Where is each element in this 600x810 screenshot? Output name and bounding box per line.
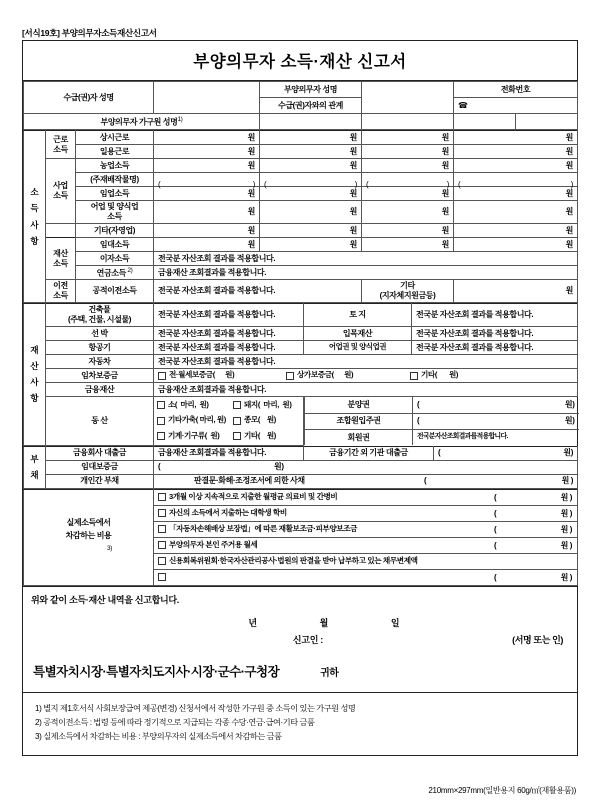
income-value-4[interactable]: 원 (454, 187, 578, 201)
income-value-4[interactable]: 원 (454, 201, 578, 224)
property-row-label-movables: 동 산 (46, 397, 154, 446)
income-value-4[interactable]: 원 (454, 159, 578, 173)
income-value-2[interactable]: 원 (260, 187, 362, 201)
property-row-label-deposit: 임차보증금 (46, 369, 154, 383)
table-row (24, 397, 578, 446)
income-value-1[interactable]: 원 (154, 145, 260, 159)
debt-section-vertical-label: 부 채 (24, 446, 46, 488)
checkbox-icon[interactable] (233, 401, 241, 409)
table-row (24, 224, 578, 238)
income-value-2[interactable]: 원 (260, 145, 362, 159)
household-member-label: 부양의무자 가구원 성명$^{1)}$ (24, 114, 260, 130)
income-crop-4[interactable]: ( ) (454, 173, 578, 187)
income-row-label: 농업소득 (76, 159, 154, 173)
property-value-fishery: 전국분 자산조회 결과를 적용합니다. (412, 341, 578, 355)
deposit-option-jeonse[interactable]: 전·월세보증금( 원) (158, 371, 286, 380)
property-value-timber: 전국분 자산조회 결과를 적용합니다. (412, 327, 578, 341)
table-row (24, 266, 578, 280)
recipient-name-value[interactable] (154, 82, 260, 114)
right-label-johap: 조합원입주권 (305, 413, 413, 429)
income-value-4[interactable]: 원 (454, 238, 578, 252)
checkbox-icon[interactable] (158, 493, 166, 501)
right-value-johap[interactable]: ( 원) (413, 413, 579, 429)
phone-label: 전화번호 (454, 82, 578, 98)
property-value-ship: 전국분 자산조회 결과를 적용합니다. (154, 327, 304, 341)
rights-subtable (304, 397, 579, 445)
table-row (24, 446, 578, 460)
form-frame (22, 40, 578, 756)
movables-options-cell (154, 397, 304, 446)
authority-title: 특별자치시장·특별자치도지사·시장·군수·구청장 (33, 664, 280, 679)
income-crop-1[interactable]: ( ) (154, 173, 260, 187)
pension-income-value: 금융재산 조회결과를 적용합니다. (154, 266, 578, 280)
table-row (305, 413, 579, 429)
interest-income-value: 전국분 자산조회 결과를 적용합니다. (154, 252, 578, 266)
public-transfer-other-value[interactable]: 원 (454, 280, 578, 303)
income-value-3[interactable]: 원 (362, 159, 454, 173)
rights-subtable-cell (304, 397, 578, 446)
movable-option-machinery[interactable]: 기계·기구류( 원) (157, 432, 233, 441)
income-value-3[interactable]: 원 (362, 238, 454, 252)
income-value-3[interactable]: 원 (362, 145, 454, 159)
property-value-car: 전국분 자산조회 결과를 적용합니다. (154, 355, 578, 369)
income-value-2[interactable]: 원 (260, 238, 362, 252)
footnote-2: 2) 공적이전소득 : 법령 등에 따라 정기적으로 지급되는 각종 수당·연금·급여·기타 금품 (35, 717, 315, 727)
income-row-label: 어업 및 양식업 소득 (76, 201, 154, 224)
table-row (24, 383, 578, 397)
table-row (24, 304, 578, 327)
debt-row-label-loan: 금융회사 대출금 (46, 446, 154, 460)
income-value-3[interactable]: 원 (362, 187, 454, 201)
property-value-financial: 금융재산 조회결과를 적용합니다. (154, 383, 578, 397)
income-value-1[interactable]: 원 (154, 201, 260, 224)
right-label-member: 회원권 (305, 429, 413, 445)
deduction-item-medical[interactable]: 3개월 이상 지속적으로 지출한 월평균 의료비 및 간병비 ( 원 ) (154, 489, 578, 505)
date-year-label: 년 (248, 617, 270, 628)
property-row-label-financial: 금융재산 (46, 383, 154, 397)
income-row-label: 이자소득 (76, 252, 154, 266)
property-row-label-aircraft: 항공기 (46, 341, 154, 355)
movable-option-seedling[interactable]: 종모( 원) (233, 416, 276, 425)
income-group-labor: 근로 소득 (46, 131, 76, 159)
checkbox-icon[interactable] (286, 372, 294, 380)
income-value-2[interactable]: 원 (260, 131, 362, 145)
recipient-name-label: 수급(권)자 성명 (24, 82, 154, 114)
movable-option-other[interactable]: 기타( 원) (233, 432, 276, 441)
income-value-1[interactable]: 원 (154, 159, 260, 173)
checkbox-icon[interactable] (157, 401, 165, 409)
debt-value-rentdeposit[interactable]: ( 원) (154, 460, 578, 474)
table-row (24, 474, 578, 488)
income-value-3[interactable]: 원 (362, 224, 454, 238)
income-value-4[interactable]: 원 (454, 131, 578, 145)
date-day-label: 일 (390, 617, 412, 628)
relation-label: 수급(권)자와의 관계 (260, 98, 362, 114)
property-section-vertical-label: 재 산 사 항 (24, 304, 46, 446)
declarant-line (23, 631, 577, 654)
household-member-value-2[interactable] (362, 114, 454, 130)
deduction-item-debtrepay[interactable]: 신용회복위원회·한국자산관리공사·법원의 판결을 받아 납부하고 있는 채무변제액 (154, 553, 578, 569)
income-group-transfer: 이전 소득 (46, 280, 76, 303)
movable-option-cow[interactable]: 소( 마리, 원) (157, 401, 233, 410)
checkbox-icon[interactable] (233, 417, 241, 425)
table-row (305, 397, 579, 413)
debt-row-label-private: 개인간 부채 (46, 474, 154, 488)
footnote-marker-2: 2) (125, 267, 133, 275)
deduction-section-label: 실제소득에서 차감하는 비용 $^{3)}$ (24, 489, 154, 585)
table-row (24, 460, 578, 474)
property-value-aircraft: 전국분 자산조회 결과를 적용합니다. (154, 341, 304, 355)
right-value-bunyang[interactable]: ( 원) (413, 397, 579, 413)
table-row (24, 82, 578, 98)
footnote-marker-3: 3) (107, 544, 112, 552)
public-transfer-value: 전국분 자산조회 결과를 적용합니다. (154, 280, 362, 303)
footnote-1: 1) 별지 제1호서식 사회보장급여 제공(변경) 신청서에서 작성한 가구원 중 소득이 있는 가구원 성명 (35, 703, 356, 713)
checkbox-icon[interactable] (157, 432, 165, 440)
deduction-item-autoinsurance[interactable]: 「자동차손해배상 보장법」에 따른 재활보조금·피부양보조금 ( 원 ) (154, 521, 578, 537)
deduction-item-rent[interactable]: 부양의무자 본인 주거용 월세 ( 원 ) (154, 537, 578, 553)
income-row-label: 일용근로 (76, 145, 154, 159)
table-row (24, 173, 578, 187)
property-table (23, 303, 578, 446)
checkbox-icon[interactable] (410, 372, 418, 380)
signature-note: (서명 또는 인) (512, 634, 563, 645)
income-value-4[interactable]: 원 (454, 224, 578, 238)
household-member-value-4[interactable] (516, 114, 578, 130)
right-label-bunyang: 분양권 (305, 397, 413, 413)
phone-value-cell[interactable] (454, 98, 578, 114)
date-line (23, 610, 577, 631)
income-row-label: 임대소득 (76, 238, 154, 252)
property-row-label-car: 자동차 (46, 355, 154, 369)
table-row (24, 114, 578, 130)
household-member-value-3[interactable] (454, 114, 516, 130)
declarant-label: 신고인 : (292, 634, 323, 645)
table-row (24, 238, 578, 252)
debt-value-loan: 금융재산 조회결과를 적용합니다. (154, 446, 304, 460)
income-table (23, 130, 578, 303)
table-row (24, 355, 578, 369)
checkbox-icon[interactable] (233, 432, 241, 440)
deposit-options-cell (154, 369, 578, 383)
deposit-option-commercial[interactable]: 상가보증금( 원) (286, 371, 410, 380)
footnotes-block (23, 692, 577, 755)
right-value-member: 전국분자산조회결과를적용합니다. (413, 429, 579, 445)
income-value-2[interactable]: 원 (260, 159, 362, 173)
checkbox-icon[interactable] (157, 417, 165, 425)
date-month-label: 월 (319, 617, 341, 628)
declaration-text: 위와 같이 소득·재산 내역을 신고합니다. (31, 594, 180, 605)
page-title: 부양의무자 소득·재산 신고서 (23, 41, 577, 81)
public-transfer-other-label: 기타 (지자체지원금등) (362, 280, 454, 303)
table-row (24, 489, 578, 505)
table-row (24, 187, 578, 201)
income-group-business: 사업 소득 (46, 159, 76, 224)
income-value-4[interactable]: 원 (454, 145, 578, 159)
household-member-value-1[interactable] (260, 114, 362, 130)
signature-block (23, 586, 577, 692)
authority-line (23, 654, 577, 692)
movable-option-pig[interactable]: 돼지( 마리, 원) (233, 401, 291, 410)
form-number: [서식19호] 부양의무자소득재산신고서 (22, 28, 157, 38)
income-row-label: 기타(자영업) (76, 224, 154, 238)
deduction-item-tuition[interactable]: 자신의 소득에서 지출하는 대학생 학비 ( 원 ) (154, 505, 578, 521)
property-value-land: 전국분 자산조회 결과를 적용합니다. (412, 304, 578, 327)
footnote-marker-1: 1) (177, 116, 183, 124)
income-value-2[interactable]: 원 (260, 201, 362, 224)
supporter-name-value[interactable] (362, 82, 454, 114)
debt-table (23, 446, 578, 489)
table-row (24, 280, 578, 303)
checkbox-icon[interactable] (158, 573, 166, 581)
deposit-option-other[interactable]: 기타( 원) (410, 371, 458, 380)
table-row (305, 429, 579, 445)
income-value-1[interactable]: 원 (154, 187, 260, 201)
supporter-name-label: 부양의무자 성명 (260, 82, 362, 98)
property-row-label-fishery: 어업권 및 양식업권 (304, 341, 412, 355)
income-crop-2[interactable]: ( ) (260, 173, 362, 187)
property-row-label-land: 토 지 (304, 304, 412, 327)
income-value-2[interactable]: 원 (260, 224, 362, 238)
income-row-sublabel: (주재배작물명) (76, 173, 154, 187)
deduction-item-blank[interactable]: ( 원 ) (154, 569, 578, 585)
paper-specification: 210mm×297mm(일반용지 60g/㎡(재활용품)) (428, 786, 576, 795)
debt-row-label-other-loan: 금융기간 외 기관 대출금 (304, 446, 434, 460)
property-row-label-timber: 입목재산 (304, 327, 412, 341)
income-group-property: 재산 소득 (46, 238, 76, 280)
checkbox-icon[interactable] (158, 372, 166, 380)
movable-option-livestock[interactable]: 기타가축( 마리, 원) (157, 416, 233, 425)
income-section-vertical-label: 소 득 사 항 (24, 131, 46, 303)
income-row-label: 상시근로 (76, 131, 154, 145)
footnote-3: 3) 실제소득에서 차감하는 비용 : 부양의무자의 실제소득에서 차감하는 금품 (35, 732, 282, 742)
table-row (24, 159, 578, 173)
property-row-label-building: 건축물 (주택, 건물, 시설물) (46, 304, 154, 327)
checkbox-icon[interactable] (158, 509, 166, 517)
checkbox-icon[interactable] (158, 541, 166, 549)
income-value-1[interactable]: 원 (154, 238, 260, 252)
property-value-building: 전국분 자산조회 결과를 적용합니다. (154, 304, 304, 327)
debt-value-other-loan[interactable]: ( 원) (434, 446, 578, 460)
debt-row-label-rentdeposit: 임대보증금 (46, 460, 154, 474)
table-row (24, 327, 578, 341)
identity-table (23, 81, 578, 130)
deduction-table (23, 489, 578, 586)
table-row (24, 341, 578, 355)
checkbox-icon[interactable] (158, 557, 166, 565)
checkbox-icon[interactable] (158, 525, 166, 533)
table-row (24, 252, 578, 266)
income-value-3[interactable]: 원 (362, 131, 454, 145)
income-crop-3[interactable]: ( ) (362, 173, 454, 187)
table-row (24, 145, 578, 159)
public-transfer-label: 공적이전소득 (76, 280, 154, 303)
income-row-label: 연금소득 $^{2)}$ (76, 266, 154, 280)
income-row-label: 임업소득 (76, 187, 154, 201)
phone-icon: ☎ (458, 100, 468, 110)
income-value-1[interactable]: 원 (154, 224, 260, 238)
income-value-1[interactable]: 원 (154, 131, 260, 145)
authority-honorific: 귀하 (320, 667, 339, 679)
income-value-3[interactable]: 원 (362, 201, 454, 224)
property-row-label-ship: 선 박 (46, 327, 154, 341)
table-row (24, 131, 578, 145)
table-row (24, 369, 578, 383)
debt-value-private[interactable]: 판결문·화해·조정조서에 의한 사채 ( 원 ) (154, 474, 578, 488)
table-row (24, 201, 578, 224)
